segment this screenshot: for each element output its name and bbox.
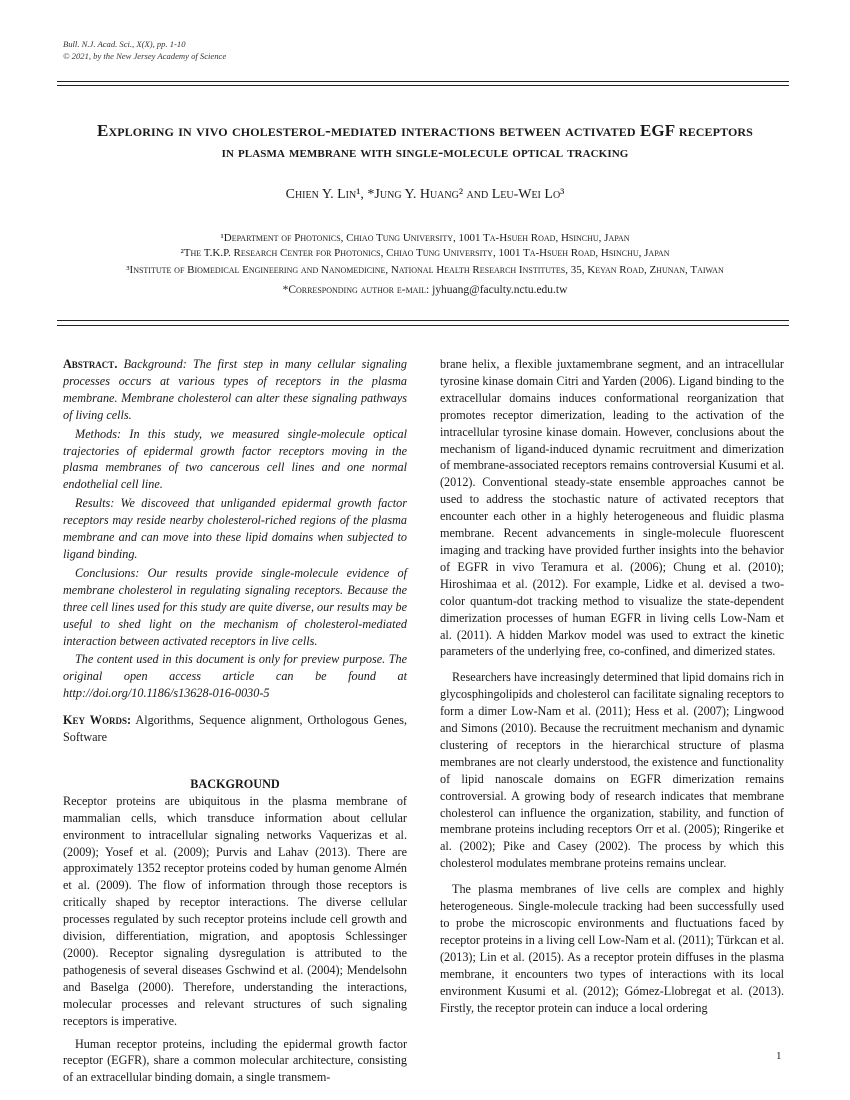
paper-title xyxy=(60,120,790,164)
journal-line-2: © 2021, by the New Jersey Academy of Science xyxy=(63,51,227,61)
keywords-label: Key Words: xyxy=(63,713,132,728)
body-paragraph: Researchers have increasingly determined that lipid domains rich in glycosphingolipids and cholesterol can facilitate signaling receptors to form a dimer Low-Nam et al. (2011); Hess et al. (2007); Lingwood and Simons (2010). Because the recruitment mechanism and dynamic clustering of receptors in the hierarchical structure of plasma membranes are not clearly understood, the existence and functionality of lipid nanoscale domains on EGFR dimerization remains controversial. A growing body of research indicates that membrane cholesterol can influence the organization, stability, and function of membrane proteins including receptors Orr et al. (2005); Ringerike et al. (2002); Pike and Casey (2002). The process by which this cholesterol modulates membrane proteins remains unclear. xyxy=(440,670,784,871)
abstract-paragraph: Conclusions: Our results provide single-molecule evidence of membrane cholesterol in regulating signaling receptors. Because the three cell lines used for this study are quite diverse, our results may be useful to shed light on the mechanism of cholesterol-mediated interaction between activated receptors in live cells. xyxy=(63,565,407,648)
body-paragraph: brane helix, a flexible juxtamembrane segment, and an intracellular tyrosine kinase domain Citri and Yarden (2006). Ligand binding to the extracellular domains induces conformational reorganization that promotes receptor dimerization, leading to the activation of the intracellular tyrosine kinase domain. However, conclusions about the mechanism of ligand-induced dynamic recruitment and dimerization of membrane-associated receptors remains controversial Kusumi et al. (2012). Conventional steady-state ensemble approaches cannot be used to address the stochastic nature of activated receptors that encounter each other in a highly heterogeneous and fluidic plasma membrane. Recent advancements in single-molecule fluorescent imaging and tracking have provided further insights into the behavior of EGFR in vivo Teramura et al. (2006); Chung et al. (2010); Hiroshimaa et al. (2012). For example, Lidke et al. devised a two-color quantum-dot tracking method to visualize the state-dependent dimerization processes of human EGFR in living cells Low-Nam et al. (2011). A hidden Markov model was used to extract the kinetic parameters of the underlying free, co-confined, and dimerized states. xyxy=(440,357,784,659)
abstract xyxy=(63,356,407,702)
left-column xyxy=(63,356,407,1086)
authors: Chien Y. Lin¹, *Jung Y. Huang² and Leu-Wei Lo³ xyxy=(285,187,565,202)
corresponding-email[interactable]: jyhuang@faculty.nctu.edu.tw xyxy=(429,284,568,296)
right-column xyxy=(440,356,784,1016)
title-line-1: Exploring in vivo cholesterol-mediated interactions between activated EGF receptors xyxy=(97,121,753,140)
header-rule-top xyxy=(57,81,789,82)
body-paragraph: Receptor proteins are ubiquitous in the plasma membrane of mammalian cells, which transduce information about cellular environment to intracellular signaling networks Vaquerizas et al. (2009); Yosef et al. (2009); Purvis and Lahav (2013). There are approximately 1352 receptor proteins coded by human genome Almén et al. (2009). The flow of information through those receptors is critically shaped by receptor interactions. The diverse cellular processes regulated by such receptor proteins include cell growth and division, differentiation, migration, and apoptosis Schlessinger (2000). Receptor signaling dysregulation is attributed to the pathogenesis of several diseases Gschwind et al. (2004); Mendelsohn and Baselga (2000). Therefore, understanding the interactions, molecular processes and relevant structures of such signaling receptors is imperative. xyxy=(63,793,407,1028)
abstract-paragraph: The content used in this document is only for preview purpose. The original open access article can be found at http://doi.org/10.1186/s13628-016-0030-5 xyxy=(63,652,407,701)
affiliation-2: ²The T.K.P. Research Center for Photonics, Chiao Tung University, 1001 Ta-Hsueh Road, Hsinchu, Japan xyxy=(180,247,670,259)
affiliation-1: ¹Department of Photonics, Chiao Tung University, 1001 Ta-Hsueh Road, Hsinchu, Japan xyxy=(220,232,630,244)
abstract-paragraph: Methods: In this study, we measured single-molecule optical trajectories of epidermal growth factor receptors moving in the plasma membranes of two cancerous cell lines and one normal endothelial cell line. xyxy=(63,426,407,492)
title-line-2: in plasma membrane with single-molecule optical tracking xyxy=(221,144,629,161)
journal-citation xyxy=(63,38,226,62)
journal-line-1: Bull. N.J. Acad. Sci., X(X), pp. 1-10 xyxy=(63,39,186,49)
section-rule-bottom xyxy=(57,325,789,326)
section-rule-top xyxy=(57,320,789,321)
abstract-paragraph: Results: We discoveed that unliganded epidermal growth factor receptors may reside nearby cholesterol-riched regions of the plasma membrane and can move into these lipid domains when subjected to ligand binding. xyxy=(63,496,407,561)
corresponding-author xyxy=(60,284,790,296)
abstract-paragraph: Abstract. Background: The first step in many cellular signaling processes occurs at various types of receptors in the plasma membrane. Membrane cholesterol can alter these signaling pathways of living cells. xyxy=(63,357,407,422)
header-rule-bottom xyxy=(57,85,789,86)
corresponding-label: *Corresponding author e-mail: xyxy=(282,284,430,296)
abstract-label: Abstract. xyxy=(63,357,118,371)
affiliation-3: ³Institute of Biomedical Engineering and Nanomedicine, National Health Research Institutes, 35, Keyan Road, Zhunan, Taiwan xyxy=(126,264,724,276)
body-paragraph: Human receptor proteins, including the epidermal growth factor receptor (EGFR), share a common molecular architecture, consisting of an extracellular binding domain, a single transmem- xyxy=(63,1036,407,1085)
section-heading-background: BACKGROUND xyxy=(190,776,280,791)
body-paragraph: The plasma membranes of live cells are complex and highly heterogeneous. Single-molecule tracking had been successfully used to probe the microscopic environments and fluctuations faced by receptor proteins in a living cell Low-Nam et al. (2011); Türkcan et al. (2013); Lin et al. (2015). As a receptor protein diffuses in the plasma membrane, it encounters two types of interactions with its local environment Kusumi et al. (2012); Gómez-Llobregat et al. (2013). Firstly, the receptor protein can induce a local ordering xyxy=(440,882,784,1015)
background-body xyxy=(63,793,407,1086)
keywords-text: Algorithms, Sequence alignment, Orthologous Genes, Software xyxy=(63,713,407,745)
page-number: 1 xyxy=(776,1050,782,1062)
keywords xyxy=(63,712,407,746)
